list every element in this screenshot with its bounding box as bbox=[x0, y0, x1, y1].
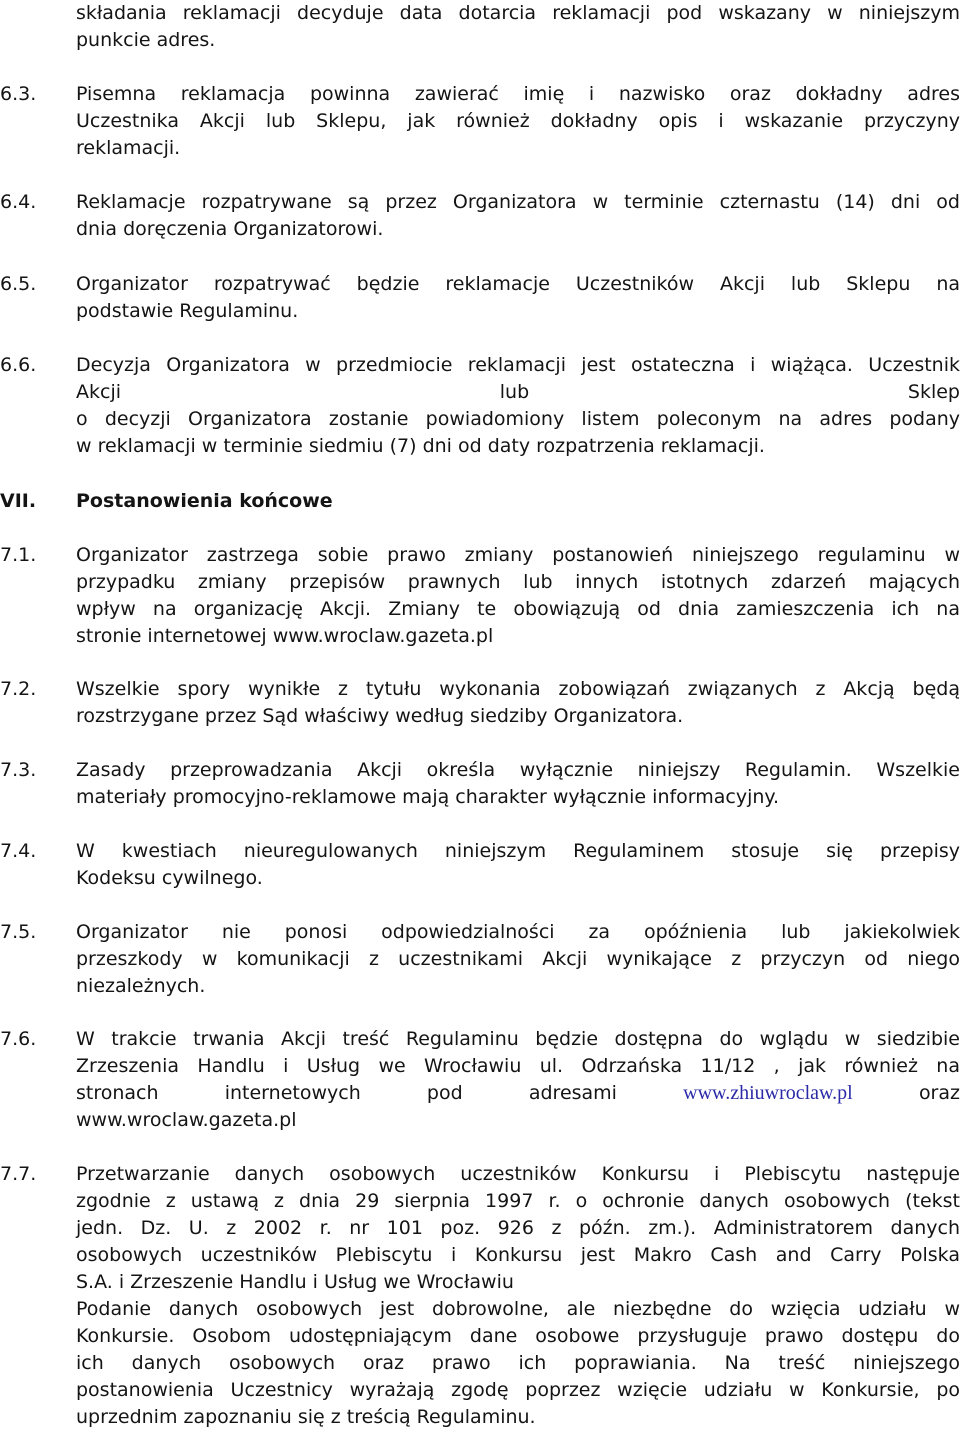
clause-text bbox=[76, 81, 960, 162]
text-line: zgodnie z ustawą z dnia 29 sierpnia 1997 r. o ochronie danych osobowych (tekst bbox=[76, 1190, 960, 1212]
text-line: W kwestiach nieuregulowanych niniejszym Regulaminem stosuje się przepisy bbox=[76, 840, 960, 862]
text-line: osobowych uczestników Plebiscytu i Konkursu jest Makro Cash and Carry Polska bbox=[76, 1244, 960, 1266]
text-line: podstawie Regulaminu. bbox=[76, 300, 299, 322]
text-line: o decyzji Organizatora zostanie powiadomiony listem poleconym na adres podany bbox=[76, 408, 960, 430]
text-line: jedn. Dz. U. z 2002 r. nr 101 poz. 926 z późn. zm.). Administratorem danych bbox=[76, 1217, 960, 1239]
text-line: Uczestnika Akcji lub Sklepu, jak również dokładny opis i wskazanie przyczyny bbox=[76, 110, 960, 132]
clause-number: 7.3. bbox=[0, 759, 37, 781]
text-line: Zrzeszenia Handlu i Usług we Wrocławiu ul. Odrzańska 11/12 , jak również na bbox=[76, 1055, 960, 1077]
text-line: W trakcie trwania Akcji treść Regulaminu będzie dostępna do wglądu w siedzibie bbox=[76, 1028, 960, 1050]
text-line: w reklamacji w terminie siedmiu (7) dni od daty rozpatrzenia reklamacji. bbox=[76, 435, 765, 457]
text-line: www.wroclaw.gazeta.pl bbox=[76, 1109, 297, 1131]
text-line: ich danych osobowych oraz prawo ich poprawiania. Na treść niniejszego bbox=[76, 1352, 960, 1374]
text-line: dnia doręczenia Organizatorowi. bbox=[76, 218, 384, 240]
clause-text bbox=[76, 271, 960, 325]
text-line: składania reklamacji decyduje data dotarcia reklamacji pod wskazany w niniejszym bbox=[76, 2, 960, 24]
text-line: przypadku zmiany przepisów prawnych lub innych istotnych zdarzeń mających bbox=[76, 571, 960, 593]
clause-text bbox=[76, 352, 960, 460]
section-number: VII. bbox=[0, 490, 37, 512]
clause-text bbox=[76, 1026, 960, 1134]
text-line: Akcji lub Sklep bbox=[76, 381, 960, 403]
text-line: Zasady przeprowadzania Akcji określa wyłącznie niniejszy Regulamin. Wszelkie bbox=[76, 759, 960, 781]
text-line: Podanie danych osobowych jest dobrowolne, ale niezbędne do wzięcia udziału w bbox=[76, 1298, 960, 1320]
text-line: Organizator zastrzega sobie prawo zmiany postanowień niniejszego regulaminu w bbox=[76, 544, 960, 566]
clause-text bbox=[76, 1161, 960, 1431]
clause-text bbox=[76, 757, 960, 811]
link-prefix-text: stronach internetowych pod adresami bbox=[76, 1082, 617, 1104]
section-title: Postanowienia końcowe bbox=[76, 490, 333, 512]
text-line: postanowienia Uczestnicy wyrażają zgodę poprzez wzięcie udziału w Konkursie, po bbox=[76, 1379, 960, 1401]
clause-number: 6.6. bbox=[0, 354, 37, 376]
clause-number: 7.7. bbox=[0, 1163, 37, 1185]
clause-text bbox=[76, 919, 960, 1000]
clause-number: 6.5. bbox=[0, 273, 37, 295]
clause-number: 7.5. bbox=[0, 921, 37, 943]
text-line: Pisemna reklamacja powinna zawierać imię i nazwisko oraz dokładny adres bbox=[76, 83, 960, 105]
text-line: Wszelkie spory wynikłe z tytułu wykonania zobowiązań związanych z Akcją będą bbox=[76, 678, 960, 700]
text-line: stronie internetowej www.wroclaw.gazeta.pl bbox=[76, 625, 494, 647]
text-line: reklamacji. bbox=[76, 137, 181, 159]
text-line: Przetwarzanie danych osobowych uczestników Konkursu i Plebiscytu następuje bbox=[76, 1163, 960, 1185]
clause-text bbox=[76, 542, 960, 650]
clause-text bbox=[76, 676, 960, 730]
text-line: rozstrzygane przez Sąd właściwy według siedziby Organizatora. bbox=[76, 705, 684, 727]
clause-number: 6.3. bbox=[0, 83, 37, 105]
clause-text bbox=[76, 838, 960, 892]
clause-number: 7.6. bbox=[0, 1028, 37, 1050]
clause-number: 7.4. bbox=[0, 840, 37, 862]
text-line: materiały promocyjno-reklamowe mają charakter wyłącznie informacyjny. bbox=[76, 786, 780, 808]
text-line: punkcie adres. bbox=[76, 29, 216, 51]
text-line: niezależnych. bbox=[76, 975, 206, 997]
text-line: uprzednim zapoznaniu się z treścią Regulaminu. bbox=[76, 1406, 536, 1428]
text-line-with-link bbox=[76, 1080, 960, 1107]
text-line: Organizator nie ponosi odpowiedzialności za opóźnienia lub jakiekolwiek bbox=[76, 921, 960, 943]
text-line: S.A. i Zrzeszenie Handlu i Usług we Wrocławiu bbox=[76, 1271, 514, 1293]
link-suffix-text: oraz bbox=[918, 1082, 960, 1104]
text-line: wpływ na organizację Akcji. Zmiany te obowiązują od dnia zamieszczenia ich na bbox=[76, 598, 960, 620]
text-line: Reklamacje rozpatrywane są przez Organizatora w terminie czternastu (14) dni od bbox=[76, 191, 960, 213]
clause-text bbox=[76, 189, 960, 243]
clause-number: 7.1. bbox=[0, 544, 37, 566]
website-link[interactable]: www.zhiuwroclaw.pl bbox=[683, 1082, 853, 1104]
text-line: Kodeksu cywilnego. bbox=[76, 867, 263, 889]
clause-number: 6.4. bbox=[0, 191, 37, 213]
text-line: przeszkody w komunikacji z uczestnikami Akcji wynikające z przyczyn od niego bbox=[76, 948, 960, 970]
text-line: Konkursie. Osobom udostępniającym dane osobowe przysługuje prawo dostępu do bbox=[76, 1325, 960, 1347]
clause-text bbox=[76, 0, 960, 54]
text-line: Decyzja Organizatora w przedmiocie reklamacji jest ostateczna i wiążąca. Uczestnik bbox=[76, 354, 960, 376]
text-line: Organizator rozpatrywać będzie reklamacje Uczestników Akcji lub Sklepu na bbox=[76, 273, 960, 295]
clause-number: 7.2. bbox=[0, 678, 37, 700]
